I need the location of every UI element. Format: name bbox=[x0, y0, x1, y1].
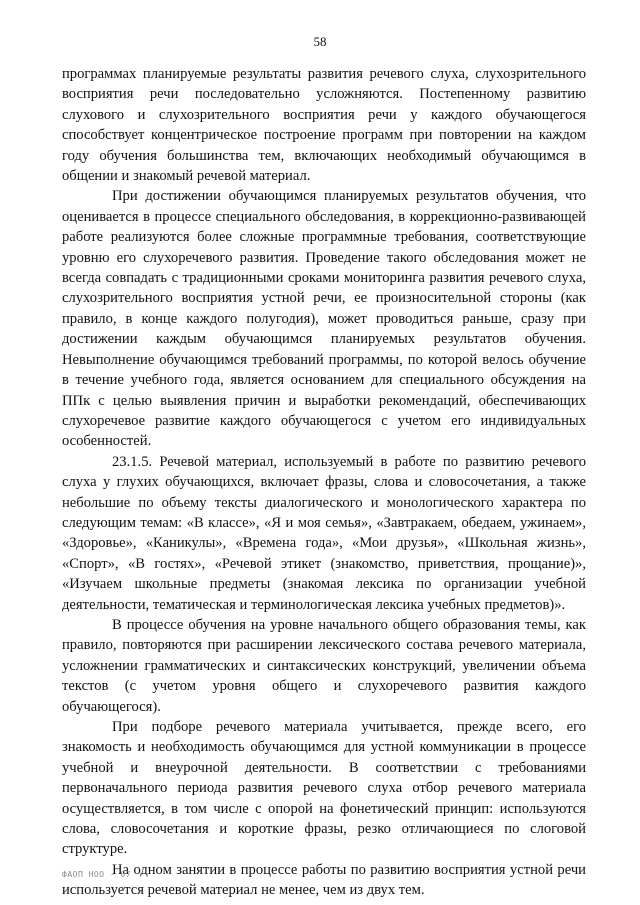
paragraph-6: На одном занятии в процессе работы по развитию восприятия устной речи используется речевой материал не менее, чем из двух тем. bbox=[62, 861, 586, 899]
paragraph-1: программах планируемые результаты развития речевого слуха, слухозрительного восприятия речи последовательно усложняются. Постепенному развитию слухового и слухозрительного восприятия речи у каждого обучающегося способствует концентрическое построение программ при повторении на каждом году обучения большинства тем, включающих необходимый обучающимся в общении и знакомый речевой материал. bbox=[62, 66, 586, 185]
document-body bbox=[62, 64, 586, 901]
footer-mark: ФАОП НОО - 07 bbox=[62, 870, 132, 879]
page-number: 58 bbox=[313, 34, 327, 49]
paragraph-3: 23.1.5. Речевой материал, используемый в работе по развитию речевого слуха у глухих обучающихся, включает фразы, слова и словосочетания, а также небольшие по объему тексты диалогического и монологического характера по следующим темам: «В классе», «Я и моя семья», «Завтракаем, обедаем, ужинаем», «Здоровье», «Каникулы», «Времена года», «Мои друзья», «Школьная жизнь», «Спорт», «В гостях», «Речевой этикет (знакомство, приветствия, прощание)», «Изучаем школьные предметы (знакомая лексика по организации учебной деятельности, тематическая и терминологическая лексика учебных предметов)». bbox=[62, 453, 586, 613]
paragraph-2: При достижении обучающимся планируемых результатов обучения, что оценивается в процессе специального обследования, в коррекционно-развивающей работе реализуются более сложные программные требования, соответствующие уровню его слухоречевого развития. Проведение такого обследования может не всегда совпадать с традиционными сроками мониторинга развития речевого слуха, слухозрительного восприятия устной речи, ее произносительной стороны (как правило, в конце каждого полугодия), может проводиться раньше, сразу при достижении каждым обучающимся планируемых результатов обучения. Невыполнение обучающимся требований программы, по которой велось обучение в течение учебного года, является основанием для специального обсуждения на ППк с целью выявления причин и выработки рекомендаций, обеспечивающих слухоречевое развитие каждого обучающегося с учетом его индивидуальных особенностей. bbox=[62, 188, 586, 450]
paragraph-4: В процессе обучения на уровне начального общего образования темы, как правило, повторяются при расширении лексического состава речевого материала, усложнении грамматических и синтаксических конструкций, увеличении объема текстов (с учетом уровня общего и слухоречевого развития каждого обучающегося). bbox=[62, 616, 586, 715]
paragraph-5: При подборе речевого материала учитывается, прежде всего, его знакомость и необходимость обучающимся для устной коммуникации в процессе учебной и внеурочной деятельности. В соответствии с требованиями первоначального периода развития речевого слуха отбор речевого материала осуществляется, в том числе с опорой на фонетический принцип: используются слова, словосочетания и короткие фразы, резко отличающиеся по слоговой структуре. bbox=[62, 719, 586, 858]
